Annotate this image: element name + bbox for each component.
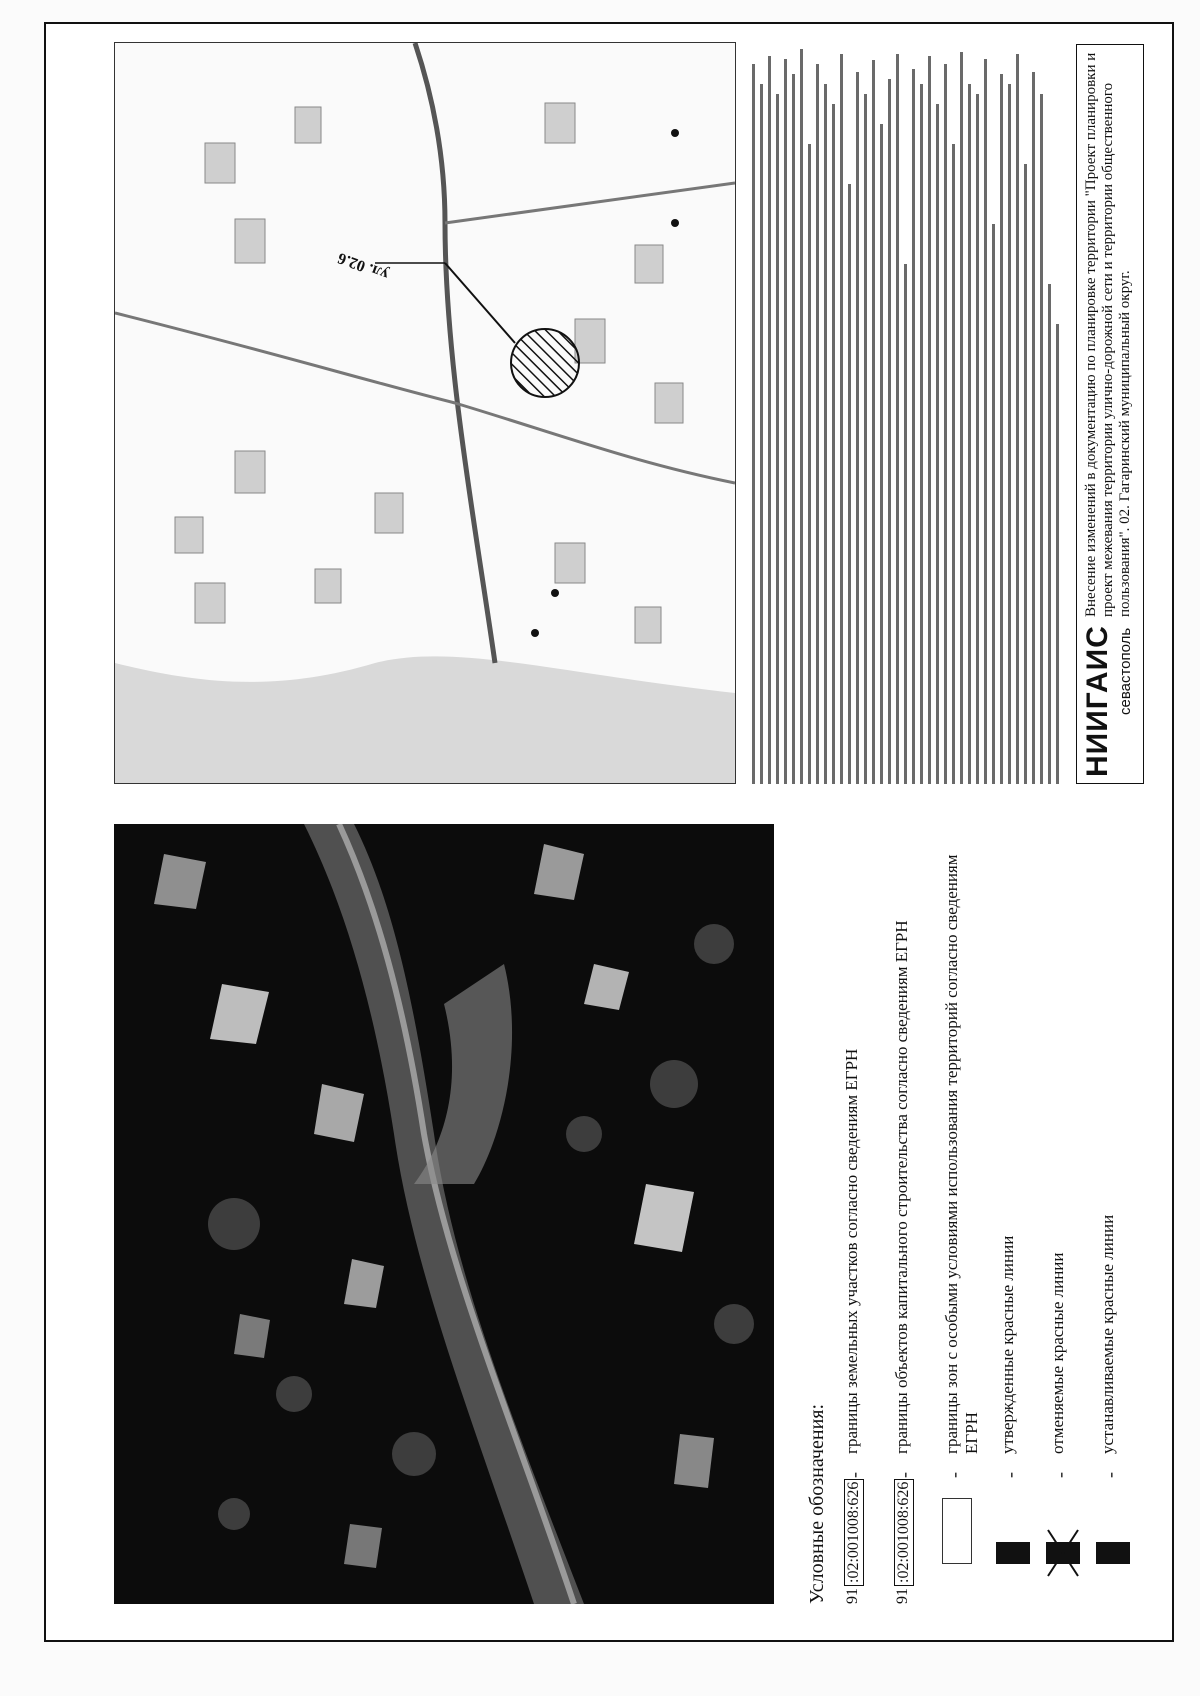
legend-text: границы земельных участков согласно сведениям ЕГРН	[842, 1048, 861, 1454]
text-line	[1000, 74, 1003, 784]
legend	[806, 824, 1146, 1604]
niigais-logo	[1081, 627, 1139, 777]
legend-item-cancelled-red-lines	[1046, 824, 1082, 1604]
zone-box-icon	[942, 1498, 972, 1564]
text-line	[776, 94, 779, 784]
text-line	[952, 144, 955, 784]
drawing-frame	[44, 22, 1174, 1642]
legend-text: границы зон с особыми условиями использования территорий согласно сведениям ЕГРН	[942, 854, 981, 1454]
thick-line-icon	[1096, 1542, 1130, 1564]
cad-number: :02:001008:626	[844, 1479, 864, 1586]
legend-item-approved-red-lines	[996, 824, 1032, 1604]
legend-symbol-line	[1096, 1486, 1130, 1604]
legend-item-new-red-lines	[1096, 824, 1132, 1604]
text-line	[1016, 54, 1019, 784]
legend-text: устанавливаемые красные линии	[1098, 1214, 1117, 1454]
text-line	[936, 104, 939, 784]
legend-item-buildings	[890, 824, 926, 1604]
text-line	[880, 124, 883, 784]
legend-dash: -	[1050, 1472, 1070, 1478]
text-line	[888, 79, 891, 784]
text-line	[840, 54, 843, 784]
legend-dash: -	[1000, 1472, 1020, 1478]
text-line	[984, 59, 987, 784]
location-map	[114, 42, 736, 784]
text-line	[808, 144, 811, 784]
map-label: ул. 02.6	[335, 249, 391, 283]
text-line	[768, 56, 771, 784]
legend-text: границы объектов капитального строительства согласно сведениям ЕГРН	[892, 920, 911, 1454]
text-line	[784, 59, 787, 784]
title-block	[1076, 44, 1144, 784]
legend-symbol-cadastral-label	[840, 1481, 874, 1604]
legend-title: Условные обозначения:	[806, 1403, 828, 1604]
legend-item-special-zones	[940, 824, 988, 1604]
text-line	[824, 84, 827, 784]
text-line	[1032, 72, 1035, 784]
text-line	[960, 52, 963, 784]
text-line	[1040, 94, 1043, 784]
text-line	[1008, 84, 1011, 784]
text-line	[760, 84, 763, 784]
legend-symbol-cadastral-label	[890, 1481, 924, 1604]
cad-number: :02:001008:626	[894, 1479, 914, 1586]
cad-prefix: 91	[894, 1588, 911, 1604]
landscape-layout	[46, 24, 1176, 1644]
text-line	[800, 49, 803, 784]
text-line	[904, 264, 907, 784]
text-line	[928, 56, 931, 784]
text-line	[968, 84, 971, 784]
text-line	[1024, 164, 1027, 784]
text-line	[792, 74, 795, 784]
text-line	[944, 64, 947, 784]
legend-symbol-line-crossed	[1046, 1486, 1080, 1604]
text-line	[920, 84, 923, 784]
legend-text: утвержденные красные линии	[998, 1235, 1017, 1454]
text-line	[1048, 284, 1051, 784]
text-line	[832, 104, 835, 784]
text-line	[848, 184, 851, 784]
legend-dash: -	[944, 1472, 964, 1478]
legend-item-land-parcels	[840, 824, 876, 1604]
legend-symbol-line	[996, 1486, 1030, 1604]
text-line	[752, 64, 755, 784]
text-line	[896, 54, 899, 784]
text-line	[992, 224, 995, 784]
logo-bottom-text: севастополь	[1117, 627, 1134, 715]
document-title: Внесение изменений в документацию по планировке территории "Проект планировки и проект межевания территории улично-дорожной сети и территории общественного пользования". 02. Гагаринский муниципальный округ.	[1083, 52, 1133, 617]
location-map-drawing	[115, 43, 735, 783]
text-line	[872, 60, 875, 784]
cad-prefix: 91	[844, 1588, 861, 1604]
text-line	[976, 94, 979, 784]
aerial-photo	[114, 824, 774, 1604]
description-text-block	[746, 44, 1066, 784]
legend-dash: -	[844, 1472, 864, 1478]
legend-symbol-zone	[940, 1486, 974, 1604]
logo-top-text: НИИГАИС	[1081, 625, 1114, 777]
legend-text: отменяемые красные линии	[1048, 1252, 1067, 1454]
text-line	[864, 94, 867, 784]
text-line	[856, 72, 859, 784]
target-area-marker	[511, 329, 579, 397]
text-line	[1056, 324, 1059, 784]
legend-dash: -	[894, 1472, 914, 1478]
thick-line-icon	[996, 1542, 1030, 1564]
crossed-line-icon	[1046, 1486, 1080, 1604]
text-line	[912, 69, 915, 784]
legend-dash: -	[1100, 1472, 1120, 1478]
text-line	[816, 64, 819, 784]
aerial-photo-drawing	[114, 824, 774, 1604]
